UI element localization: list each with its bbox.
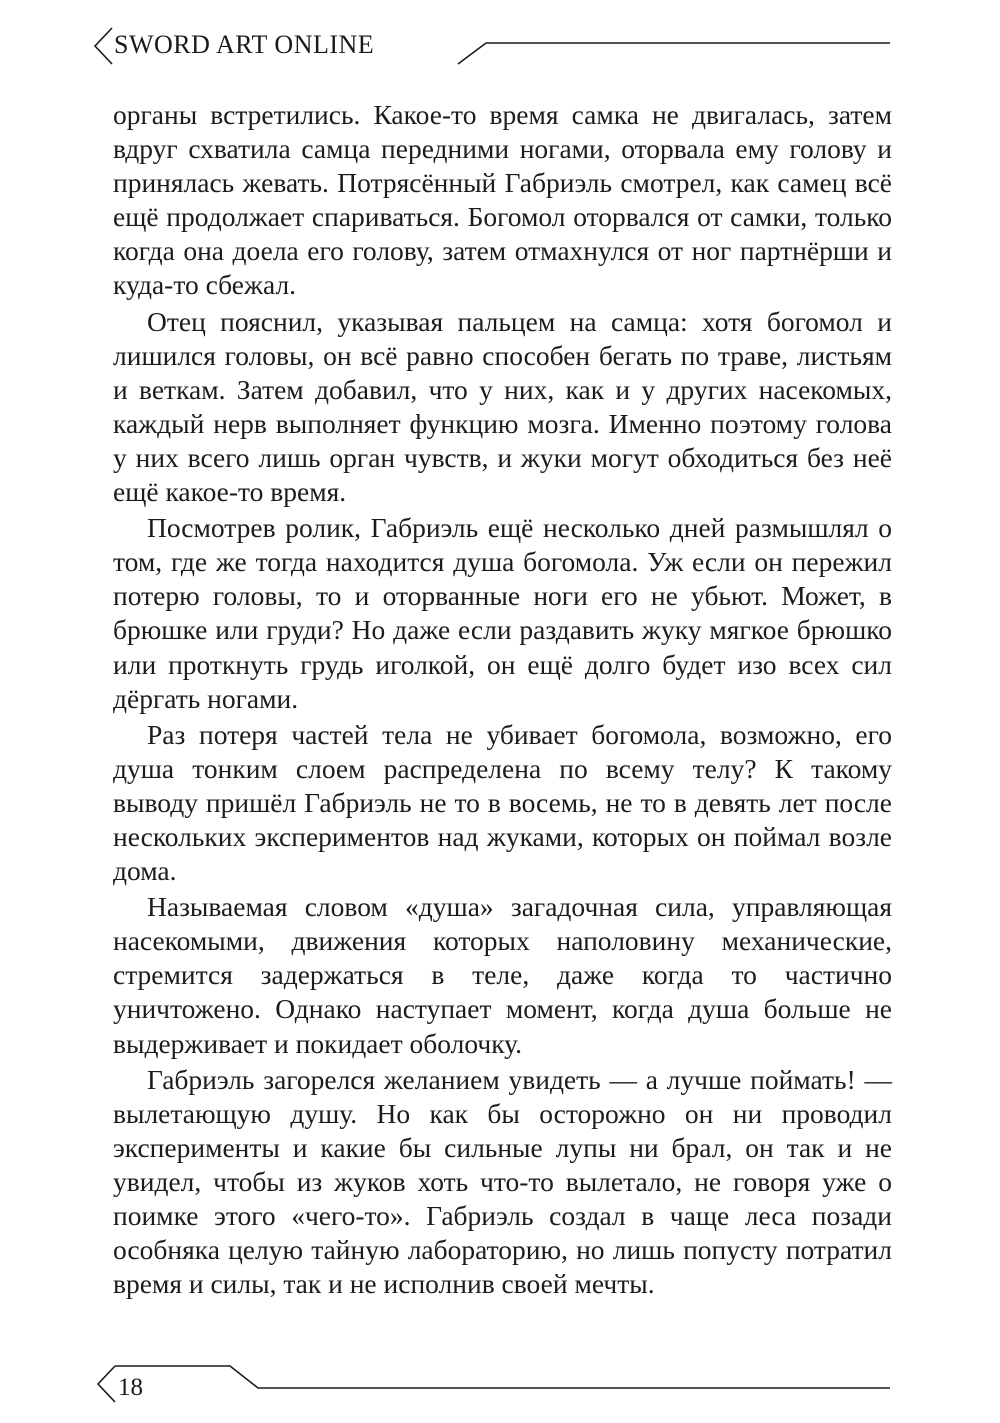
paragraph: Называемая словом «душа» загадочная сила, управляющая насекомыми, движения которых наполовину механические, стремится задержаться в теле, даже когда то частично уничтожено. Однако наступает момент, когда душа больше не выдерживает и покидает оболочку.	[113, 891, 892, 1059]
paragraph: Посмотрев ролик, Габриэль ещё несколько дней размышлял о том, где же тогда находится душа богомола. Уж если он пережил потерю головы, то и оторванные ноги его не убьют. Может, в брюшке или груди? Но даже если раздавить жуку мягкое брюшко или проткнуть грудь иголкой, он ещё долго будет изо всех сил дёргать ногами.	[113, 512, 892, 714]
paragraph: Отец пояснил, указывая пальцем на самца: хотя богомол и лишился головы, он всё равно способен бегать по траве, листьям и веткам. Затем добавил, что у них, как и у других насекомых, каждый нерв выполняет функцию мозга. Именно поэтому голова у них всего лишь орган чувств, и жуки могут обходиться без неё ещё какое-то время.	[113, 305, 892, 508]
paragraph: органы встретились. Какое-то время самка не двигалась, затем вдруг схватила самца передними ногами, оторвала ему голову и принялась жевать. Потрясённый Габриэль смотрел, как самец всё ещё продолжает спариваться. Богомол оторвался от самки, только когда она доела его голову, затем отмахнулся от ног партнёрши и куда-то сбежал.	[113, 99, 892, 301]
page-number: 18	[118, 1374, 143, 1401]
running-header-title: SWORD ART ONLINE	[114, 30, 375, 59]
footer-ornament	[0, 1340, 1000, 1423]
paragraph: Раз потеря частей тела не убивает богомола, возможно, его душа тонким слоем распределена по всему телу? К такому выводу пришёл Габриэль не то в восемь, не то в девять лет после нескольких экспериментов над жуками, которых он поймал возле дома.	[113, 718, 892, 887]
paragraph: Габриэль загорелся желанием увидеть — а лучше поймать! — вылетающую душу. Но как бы осторожно он ни проводил эксперименты и какие бы сильные лупы ни брал, он так и не увидел, чтобы из жуков хоть что-то вылетало, не говоря уже о поимке этого «чего-то». Габриэль создал в чаще леса позади особняка целую тайную лабораторию, но лишь попусту потратил время и силы, так и не исполнив своей мечты.	[113, 1063, 892, 1300]
page-body	[113, 98, 892, 1303]
